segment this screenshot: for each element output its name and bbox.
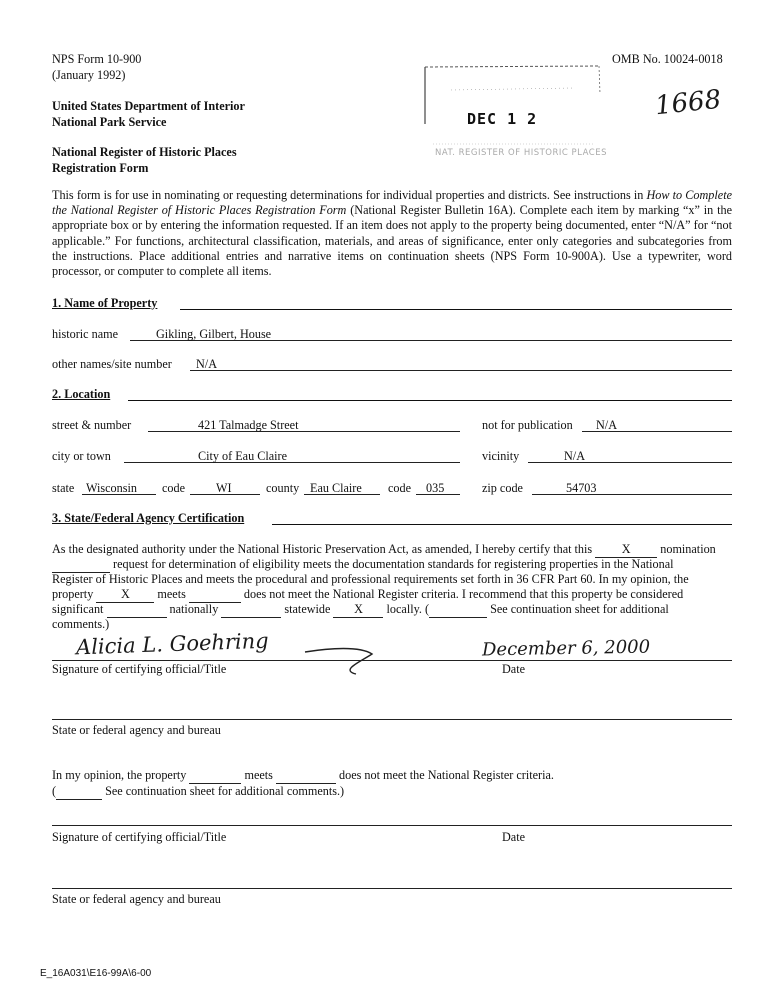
meets-mark[interactable]: X xyxy=(96,587,154,603)
does-not-meet-blank[interactable] xyxy=(189,587,241,603)
other-names-line xyxy=(190,370,732,371)
state-code-value[interactable]: WI xyxy=(216,481,232,495)
county-code-label: code xyxy=(388,481,412,495)
city-line xyxy=(124,462,460,463)
county-value[interactable]: Eau Claire xyxy=(310,481,362,495)
section1-heading: 1. Name of Property xyxy=(52,296,158,310)
nomination-mark[interactable]: X xyxy=(595,542,657,558)
footer-code: E_16A031\E16-99A\6-00 xyxy=(40,968,152,979)
zip-label: zip code xyxy=(482,481,523,495)
state-value[interactable]: Wisconsin xyxy=(86,481,137,495)
department-line2: National Park Service xyxy=(52,115,167,129)
omb-number: OMB No. 10024-0018 xyxy=(612,52,723,66)
section2-rule xyxy=(128,400,732,401)
section1-rule xyxy=(180,309,732,310)
signature-line-2 xyxy=(52,825,732,826)
zip-value[interactable]: 54703 xyxy=(566,481,597,495)
section3-rule xyxy=(272,524,732,525)
date-label-2: Date xyxy=(502,830,526,844)
state-code-label: code xyxy=(162,481,186,495)
cert-line1-text: As the designated authority under the National Historic Preservation Act, as amended, I hereby certify that this X nomination xyxy=(52,542,716,556)
nationally-blank[interactable] xyxy=(107,602,167,618)
determination-blank[interactable] xyxy=(52,557,110,573)
agency-line-2 xyxy=(52,888,732,889)
date-label-1: Date xyxy=(502,662,526,676)
cert-line4-text: property X meets does not meet the National Register criteria. I recommend that this property be considered xyxy=(52,587,684,601)
opinion-line1: In my opinion, the property meets does not meet the National Register criteria. xyxy=(52,768,554,782)
locally-mark[interactable]: X xyxy=(333,602,383,618)
title-line1: National Register of Historic Places xyxy=(52,145,237,159)
cert-line2-text: request for determination of eligibility meets the documentation standards for registering properties in the National xyxy=(52,557,674,573)
agency-label-2: State or federal agency and bureau xyxy=(52,892,221,906)
section2-heading: 2. Location xyxy=(52,387,111,401)
city-value[interactable]: City of Eau Claire xyxy=(198,449,288,463)
street-value[interactable]: 421 Talmadge Street xyxy=(198,418,299,432)
other-names-value[interactable]: N/A xyxy=(196,357,217,371)
other-names-label: other names/site number xyxy=(52,357,172,371)
department-line1: United States Department of Interior xyxy=(52,99,245,113)
cert-line3-text: Register of Historic Places and meets the procedural and professional requirements set forth in 36 CFR Part 60. In my opinion, the xyxy=(52,572,689,586)
city-label: city or town xyxy=(52,449,111,463)
street-line xyxy=(148,431,460,432)
continuation-blank-2[interactable] xyxy=(56,784,102,800)
agency-line-1 xyxy=(52,719,732,720)
stamp-faint-text: NAT. REGISTER OF HISTORIC PLACES xyxy=(435,148,607,158)
signature-line-1 xyxy=(52,660,732,661)
form-number: NPS Form 10-900 xyxy=(52,52,142,66)
section3-heading: 3. State/Federal Agency Certification xyxy=(52,511,245,525)
handwritten-reference-number: 1668 xyxy=(653,84,723,122)
instructions-paragraph: This form is for use in nominating or requesting determinations for individual properties and districts. See instructions in How to Complete the National Register of Historic Places Registration Form (National Register Bulletin 16A). Complete each item by marking “x” in the appropriate box or by entering the information requested. If an item does not apply to the property being documented, enter “N/A” for “not applicable.” For functions, architectural classification, materials, and areas of significance, enter only categories and subcategories from the instructions. Place additional entries and narrative items on continuation sheets (NPS Form 10-900A). Use a typewriter, word processor, or computer to complete all items. xyxy=(52,188,732,279)
title-line2: Registration Form xyxy=(52,161,149,175)
statewide-blank[interactable] xyxy=(221,602,281,618)
stamp-date: DEC 1 2 xyxy=(467,110,538,128)
county-code-value[interactable]: 035 xyxy=(426,481,445,495)
historic-name-value[interactable]: Gikling, Gilbert, House xyxy=(156,327,272,341)
vicinity-value[interactable]: N/A xyxy=(564,449,585,463)
zip-line xyxy=(532,494,732,495)
vicinity-label: vicinity xyxy=(482,449,520,463)
signature-label-2: Signature of certifying official/Title xyxy=(52,830,227,844)
opinion-line2: ( See continuation sheet for additional comments.) xyxy=(52,784,345,798)
continuation-blank-1[interactable] xyxy=(429,602,487,618)
historic-name-label: historic name xyxy=(52,327,118,341)
signature-label-1: Signature of certifying official/Title xyxy=(52,662,227,676)
not-for-publication-label: not for publication xyxy=(482,418,573,432)
form-date: (January 1992) xyxy=(52,68,126,82)
state-label: state xyxy=(52,481,75,495)
agency-label-1: State or federal agency and bureau xyxy=(52,723,221,737)
not-for-publication-value[interactable]: N/A xyxy=(596,418,617,432)
vicinity-line xyxy=(528,462,732,463)
cert-line5-text: significant nationally statewide X locally. ( See continuation sheet for additional xyxy=(52,602,669,616)
opinion-not-meet-blank[interactable] xyxy=(276,768,336,784)
county-label: county xyxy=(266,481,300,495)
cert-line6-text: comments.) xyxy=(52,617,110,631)
handwritten-signature: Alicia L. Goehring xyxy=(75,628,270,660)
street-label: street & number xyxy=(52,418,132,432)
received-stamp xyxy=(423,64,607,164)
opinion-meets-blank[interactable] xyxy=(189,768,241,784)
handwritten-date: December 6, 2000 xyxy=(481,636,651,661)
